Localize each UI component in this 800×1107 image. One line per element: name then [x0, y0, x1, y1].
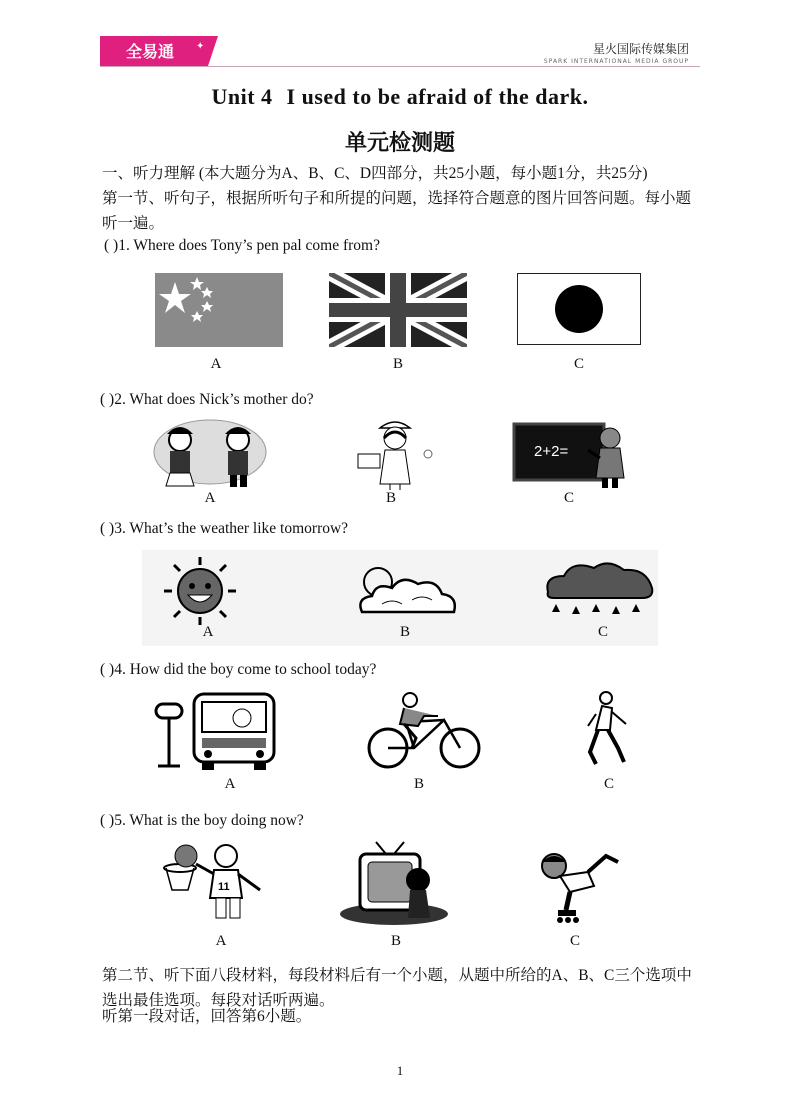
blackboard-text: 2+2=: [534, 443, 569, 460]
rainy-icon: [542, 560, 658, 622]
option-3b-image: [352, 560, 462, 627]
option-2a-image: [150, 418, 270, 495]
option-label: B: [399, 624, 410, 640]
publisher-block: [544, 40, 689, 65]
option-label: A: [215, 933, 227, 949]
option-1c-image: [517, 273, 641, 350]
option-label: C: [603, 776, 614, 792]
option-label: A: [202, 624, 214, 640]
sunny-icon: [150, 555, 250, 627]
part2-instructions: 第二节、听下面八段材料，每段材料后有一个小题，从题中所给的A、B、C三个选项中选出最佳选项。每段对话听两遍。: [102, 967, 692, 1009]
option-label: C: [569, 933, 580, 949]
option-5b-image: [338, 840, 448, 931]
section-heading: 一、听力理解 (本大题分为A、B、C、D四部分，共25小题，每小题1分，共25分): [102, 165, 648, 182]
question-5: ( )5. What is the boy doing now?: [100, 812, 304, 829]
watching-tv-icon: [338, 840, 448, 926]
bus-icon: [150, 690, 280, 772]
option-label: B: [385, 490, 396, 506]
option-4c-image: [580, 690, 640, 775]
option-label: A: [204, 490, 216, 506]
option-3c-image: [542, 560, 658, 627]
china-flag-icon: [155, 273, 283, 347]
japan-flag-icon: [517, 273, 641, 345]
svg-text:11: 11: [218, 881, 230, 893]
option-3a-image: [150, 555, 250, 632]
question-1: ( )1. Where does Tony’s pen pal come from?: [104, 237, 380, 254]
question-2: ( )2. What does Nick’s mother do?: [100, 391, 314, 408]
option-4b-image: [364, 690, 484, 775]
basketball-icon: [160, 842, 270, 926]
cloudy-icon: [352, 560, 462, 622]
publisher-name: 星火国际传媒集团: [592, 42, 689, 56]
unit-label: Unit 4: [211, 84, 273, 109]
logo-badge-icon: [100, 36, 218, 66]
option-label: C: [597, 624, 608, 640]
option-label: A: [224, 776, 236, 792]
header-divider: [100, 66, 700, 67]
option-2b-image: [350, 418, 440, 495]
logo-text: 全易通: [126, 44, 175, 61]
option-label: B: [390, 933, 401, 949]
page-number: 1: [396, 1063, 404, 1078]
option-5c-image: [530, 842, 630, 931]
option-5a-image: [160, 842, 270, 931]
option-label: C: [563, 490, 574, 506]
page-subtitle: 单元检测题: [344, 131, 455, 156]
nurse-icon: [350, 418, 440, 490]
part1-instructions: 第一节、听句子，根据所听句子和所提的问题，选择符合题意的图片回答问题。每小题听一遍。: [102, 190, 692, 232]
page-title: [0, 84, 800, 110]
option-1a-image: [155, 273, 283, 352]
option-label: A: [210, 356, 222, 372]
option-label: B: [392, 356, 403, 372]
police-officers-icon: [150, 418, 270, 490]
part2-line: 听第一段对话，回答第6小题。: [102, 1008, 312, 1025]
question-4: ( )4. How did the boy come to school today?: [100, 661, 377, 678]
title-text: I used to be afraid of the dark.: [286, 84, 589, 109]
option-label: B: [413, 776, 424, 792]
brand-logo: [100, 36, 218, 66]
option-label: C: [573, 356, 584, 372]
roller-skating-icon: [530, 842, 630, 926]
walking-icon: [580, 690, 640, 770]
svg-text:✦: ✦: [196, 41, 205, 52]
question-3: ( )3. What’s the weather like tomorrow?: [100, 520, 349, 537]
option-4a-image: [150, 690, 280, 777]
uk-flag-icon: [329, 273, 467, 347]
publisher-subtitle: SPARK INTERNATIONAL MEDIA GROUP: [543, 58, 689, 65]
teacher-blackboard-icon: [512, 418, 632, 490]
option-1b-image: [329, 273, 467, 352]
bicycle-icon: [364, 690, 484, 770]
option-2c-image: [512, 418, 632, 495]
